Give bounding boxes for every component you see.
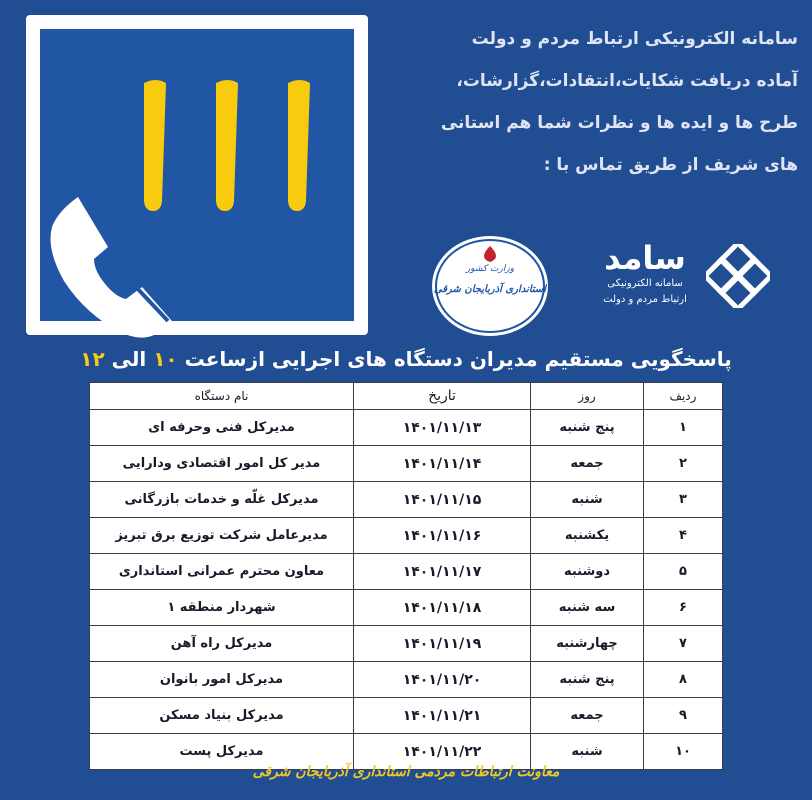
logo-panel [40, 29, 354, 321]
table-row [90, 626, 723, 662]
row-date: ۱۴۰۱/۱۱/۱۴ [354, 446, 531, 482]
intro-line-4: های شریف از طریق تماس با : [543, 155, 798, 175]
samed-logo [570, 238, 770, 318]
row-date: ۱۴۰۱/۱۱/۱۶ [354, 518, 531, 554]
row-agency-name: مدیرکل غلّه و خدمات بازرگانی [90, 482, 354, 518]
schedule-table [89, 382, 723, 770]
row-day: جمعه [531, 698, 644, 734]
row-agency-name: مدیرکل فنی وحرفه ای [90, 410, 354, 446]
intro-line-3: طرح ها و ایده ها و نظرات شما هم استانی [440, 113, 798, 133]
row-number: ۸ [644, 662, 723, 698]
row-number: ۷ [644, 626, 723, 662]
heading-main: پاسخگویی مستقیم مدیران دستگاه های اجرایی ازساعت [177, 347, 732, 371]
samed-subtitle-1: سامانه الکترونیکی [607, 278, 683, 289]
hotline-111-logo [26, 15, 368, 335]
digit-one-right [288, 80, 310, 211]
table-row [90, 590, 723, 626]
samed-subtitle-2: ارتباط مردم و دولت [603, 294, 687, 305]
row-day: سه شنبه [531, 590, 644, 626]
header-day: روز [531, 383, 644, 410]
heading-from-hour: ۱۰ [153, 347, 178, 371]
row-number: ۲ [644, 446, 723, 482]
row-number: ۵ [644, 554, 723, 590]
row-day: شنبه [531, 482, 644, 518]
header-row-number: ردیف [644, 383, 723, 410]
heading-to-hour: ۱۲ [80, 347, 105, 371]
table-row [90, 410, 723, 446]
ministry-emblem [432, 236, 548, 336]
intro-line-2: آماده دریافت شکایات،انتقادات،گزارشات، [456, 71, 798, 91]
row-day: دوشنبه [531, 554, 644, 590]
row-date: ۱۴۰۱/۱۱/۲۰ [354, 662, 531, 698]
row-day: پنج شنبه [531, 662, 644, 698]
intro-text [378, 18, 798, 186]
table-row [90, 482, 723, 518]
government-emblem-icon [480, 244, 500, 264]
table-row [90, 446, 723, 482]
intro-line-1: سامانه الکترونیکی ارتباط مردم و دولت [471, 29, 798, 49]
row-number: ۶ [644, 590, 723, 626]
header-date: تاریخ [354, 383, 531, 410]
row-day: چهارشنبه [531, 626, 644, 662]
row-day: یکشنبه [531, 518, 644, 554]
heading-mid: الی [104, 347, 154, 371]
row-agency-name: مدیرکل پست [90, 734, 354, 770]
row-date: ۱۴۰۱/۱۱/۱۷ [354, 554, 531, 590]
table-header-row [90, 383, 723, 410]
row-number: ۹ [644, 698, 723, 734]
row-number: ۳ [644, 482, 723, 518]
emblem-province-label: استانداری آذربایجان شرقی [433, 284, 547, 295]
row-date: ۱۴۰۱/۱۱/۲۲ [354, 734, 531, 770]
phone-handset-icon [40, 179, 190, 339]
table-row [90, 518, 723, 554]
row-agency-name: شهردار منطقه ۱ [90, 590, 354, 626]
samed-pattern-icon [706, 244, 770, 308]
row-number: ۱ [644, 410, 723, 446]
row-day: پنج شنبه [531, 410, 644, 446]
row-agency-name: مدیرکل امور بانوان [90, 662, 354, 698]
row-agency-name: مدیرکل راه آهن [90, 626, 354, 662]
row-date: ۱۴۰۱/۱۱/۱۳ [354, 410, 531, 446]
row-day: جمعه [531, 446, 644, 482]
row-date: ۱۴۰۱/۱۱/۱۵ [354, 482, 531, 518]
digit-one-middle [216, 80, 238, 211]
footer-credit: معاونت ارتباطات مردمی استانداری آذربایجان شرقی [252, 764, 560, 780]
header-agency-name: نام دستگاه [90, 383, 354, 410]
emblem-ministry-label: وزارت کشور [465, 264, 515, 274]
row-agency-name: مدیرعامل شرکت توزیع برق تبریز [90, 518, 354, 554]
row-date: ۱۴۰۱/۱۱/۱۹ [354, 626, 531, 662]
row-agency-name: مدیرکل بنیاد مسکن [90, 698, 354, 734]
samed-title: سامد [604, 239, 686, 277]
row-date: ۱۴۰۱/۱۱/۱۸ [354, 590, 531, 626]
row-agency-name: مدیر کل امور اقتصادی ودارایی [90, 446, 354, 482]
row-date: ۱۴۰۱/۱۱/۲۱ [354, 698, 531, 734]
table-row [90, 698, 723, 734]
row-number: ۴ [644, 518, 723, 554]
row-day: شنبه [531, 734, 644, 770]
row-number: ۱۰ [644, 734, 723, 770]
row-agency-name: معاون محترم عمرانی استانداری [90, 554, 354, 590]
table-row [90, 554, 723, 590]
schedule-heading [40, 344, 772, 374]
table-row [90, 662, 723, 698]
